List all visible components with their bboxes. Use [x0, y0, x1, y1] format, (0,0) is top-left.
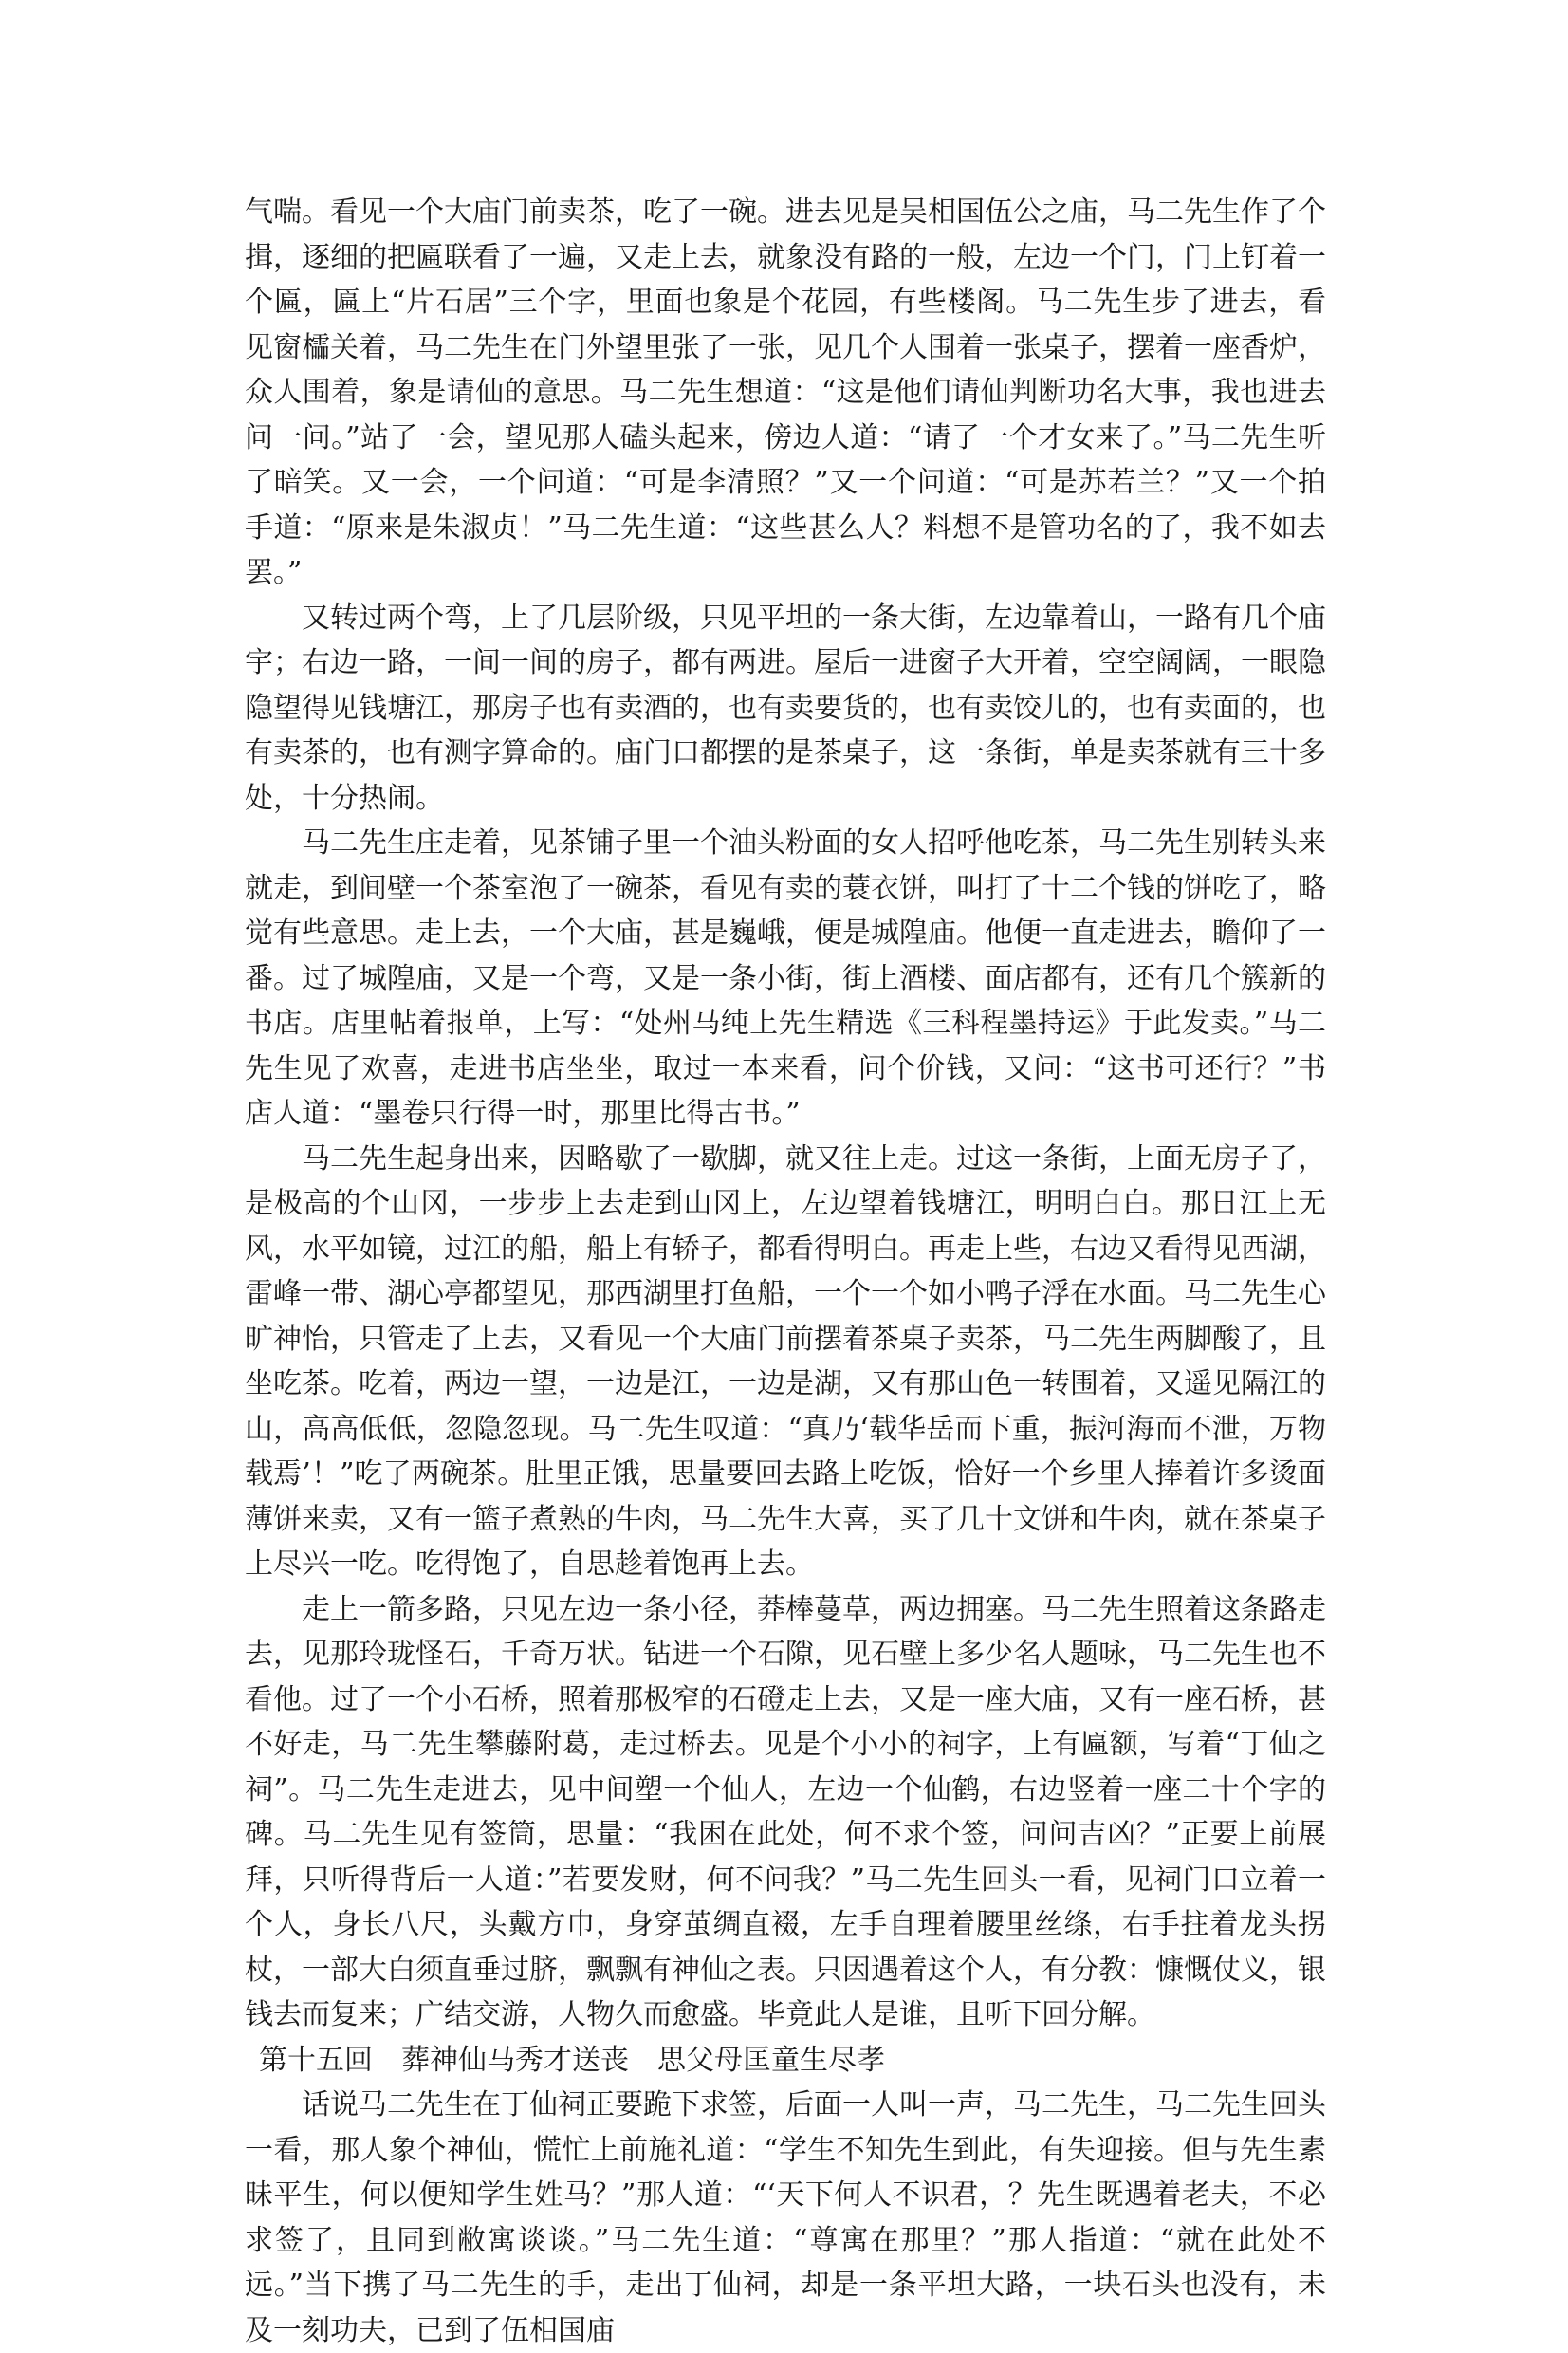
paragraph: 马二先生起身出来，因略歇了一歇脚，就又往上走。过这一条街，上面无房子了，是极高的个山冈，一步步上去走到山冈上，左边望着钱塘江，明明白白。那日江上无风，水平如镜，过江的船，船上有轿子，都看得明白。再走上些，右边又看得见西湖，雷峰一带、湖心亭都望见，那西湖里打鱼船，一个一个如小鸭子浮在水面。马二先生心旷神怡，只管走了上去，又看见一个大庙门前摆着茶桌子卖茶，马二先生两脚酸了，且坐吃茶。吃着，两边一望，一边是江，一边是湖，又有那山色一转围着，又遥见隔江的山，高高低低，忽隐忽现。马二先生叹道：“真乃‘载华岳而下重，振河海而不泄，万物载焉’！”吃了两碗茶。肚里正饿，思量要回去路上吃饭，恰好一个乡里人捧着许多烫面薄饼来卖，又有一篮子煮熟的牛肉，马二先生大喜，买了几十文饼和牛肉，就在茶桌子上尽兴一吃。吃得饱了，自思趁着饱再上去。: [245, 1141, 1326, 1581]
chapter-heading: 第十五回 葬神仙马秀才送丧 思父母匡童生尽孝: [259, 2043, 885, 2077]
paragraph: 又转过两个弯，上了几层阶级，只见平坦的一条大街，左边靠着山，一路有几个庙宇；右边一路，一间一间的房子，都有两进。屋后一进窗子大开着，空空阔阔，一眼隐隐望得见钱塘江，那房子也有卖酒的，也有卖要货的，也有卖饺儿的，也有卖面的，也有卖茶的，也有测字算命的。庙门口都摆的是茶桌子，这一条街，单是卖茶就有三十多处，十分热闹。: [245, 601, 1326, 815]
paragraph: 马二先生庄走着，见茶铺子里一个油头粉面的女人招呼他吃茶，马二先生别转头来就走，到间壁一个茶室泡了一碗茶，看见有卖的蓑衣饼，叫打了十二个钱的饼吃了，略觉有些意思。走上去，一个大庙，甚是巍峨，便是城隍庙。他便一直走进去，瞻仰了一番。过了城隍庙，又是一个弯，又是一条小街，街上酒楼、面店都有，还有几个簇新的书店。店里帖着报单，上写：“处州马纯上先生精选《三科程墨持运》于此发卖。”马二先生见了欢喜，走进书店坐坐，取过一本来看，问个价钱，又问：“这书可还行？”书店人道：“墨卷只行得一时，那里比得古书。”: [245, 826, 1326, 1130]
body-text: [245, 190, 1326, 2353]
paragraph-continued: 气喘。看见一个大庙门前卖茶，吃了一碗。进去见是吴相国伍公之庙，马二先生作了个揖，逐细的把匾联看了一遍，又走上去，就象没有路的一般，左边一个门，门上钉着一个匾，匾上“片石居”三个字，里面也象是个花园，有些楼阁。马二先生步了进去，看见窗櫺关着，马二先生在门外望里张了一张，见几个人围着一张桌子，摆着一座香炉，众人围着，象是请仙的意思。马二先生想道：“这是他们请仙判断功名大事，我也进去问一问。”站了一会，望见那人磕头起来，傍边人道：“请了一个才女来了。”马二先生听了暗笑。又一会，一个问道：“可是李清照？”又一个问道：“可是苏若兰？”又一个拍手道：“原来是朱淑贞！”马二先生道：“这些甚么人？料想不是管功名的了，我不如去罢。”: [245, 195, 1326, 589]
paragraph: 走上一箭多路，只见左边一条小径，莽棒蔓草，两边拥塞。马二先生照着这条路走去，见那玲珑怪石，千奇万状。钻进一个石隙，见石壁上多少名人题咏，马二先生也不看他。过了一个小石桥，照着那极窄的石磴走上去，又是一座大庙，又有一座石桥，甚不好走，马二先生攀藤附葛，走过桥去。见是个小小的祠字，上有匾额，写着“丁仙之祠”。马二先生走进去，见中间塑一个仙人，左边一个仙鹤，右边竖着一座二十个字的碑。马二先生见有签筒，思量：“我困在此处，何不求个签，问问吉凶？”正要上前展拜，只听得背后一人道：”若要发财，何不问我？”马二先生回头一看，见祠门口立着一个人，身长八尺，头戴方巾，身穿茧绸直裰，左手自理着腰里丝绦，右手拄着龙头拐杖，一部大白须直垂过脐，飘飘有神仙之表。只因遇着这个人，有分教：慷慨仗义，银钱去而复来；广结交游，人物久而愈盛。毕竟此人是谁，且听下回分解。: [245, 1592, 1326, 2031]
paragraph: 话说马二先生在丁仙祠正要跪下求签，后面一人叫一声，马二先生，马二先生回头一看，那人象个神仙，慌忙上前施礼道：“学生不知先生到此，有失迎接。但与先生素昧平生，何以便知学生姓马？”那人道：“‘天下何人不识君，？先生既遇着老夫，不必求签了，且同到敝寓谈谈。”马二先生道：“尊寓在那里？”那人指道：“就在此处不远。”当下携了马二先生的手，走出丁仙祠，却是一条平坦大路，一块石头也没有，未及一刻功夫，已到了伍相国庙: [245, 2088, 1326, 2347]
